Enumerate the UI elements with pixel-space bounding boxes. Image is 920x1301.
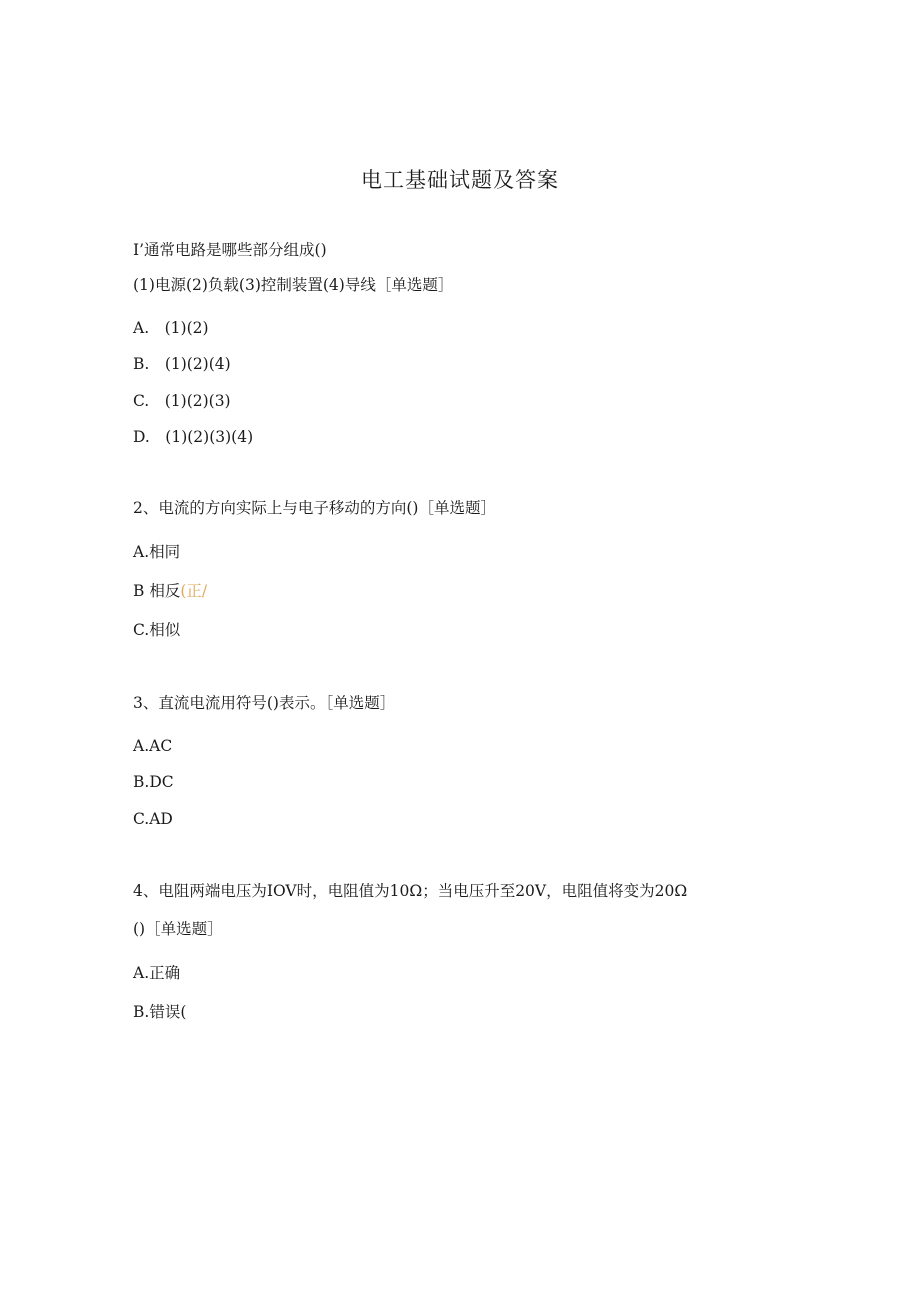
question-4-stem-line-1: 4、电阻两端电压为IOV时，电阻值为10Ω；当电压升至20V，电阻值将变为20Ω: [133, 882, 688, 900]
question-4-stem-line-2: ()［单选题］: [133, 920, 223, 938]
question-1-stem-line-2: (1)电源(2)负载(3)控制装置(4)导线［单选题］: [133, 276, 454, 294]
question-1-option-b: B. (1)(2)(4): [133, 355, 231, 373]
question-3-option-a: A.AC: [133, 737, 173, 755]
question-2-option-c: C.相似: [133, 621, 181, 639]
question-2-option-a: A.相同: [133, 543, 181, 561]
question-2-option-b: B 相反: [133, 582, 181, 600]
question-1-option-c: C. (1)(2)(3): [133, 392, 231, 410]
question-3-option-b: B.DC: [133, 773, 174, 791]
question-3-option-c: C.AD: [133, 810, 173, 828]
question-1-option-d: D. (1)(2)(3)(4): [133, 428, 254, 446]
question-1-stem-line-1: I’通常电路是哪些部分组成(): [133, 241, 327, 259]
question-2-stem: 2、电流的方向实际上与电子移动的方向()［单选题］: [133, 499, 496, 517]
question-4-option-b: B.错误(: [133, 1003, 187, 1021]
document-title: 电工基础试题及答案: [361, 168, 559, 192]
question-3-stem: 3、直流电流用符号()表示。［单选题］: [133, 694, 396, 712]
question-1-option-a: A. (1)(2): [133, 319, 209, 337]
question-2-option-b-row: [133, 581, 207, 601]
question-4-option-a: A.正确: [133, 964, 181, 982]
question-2-answer-mark: (正/: [180, 582, 208, 600]
